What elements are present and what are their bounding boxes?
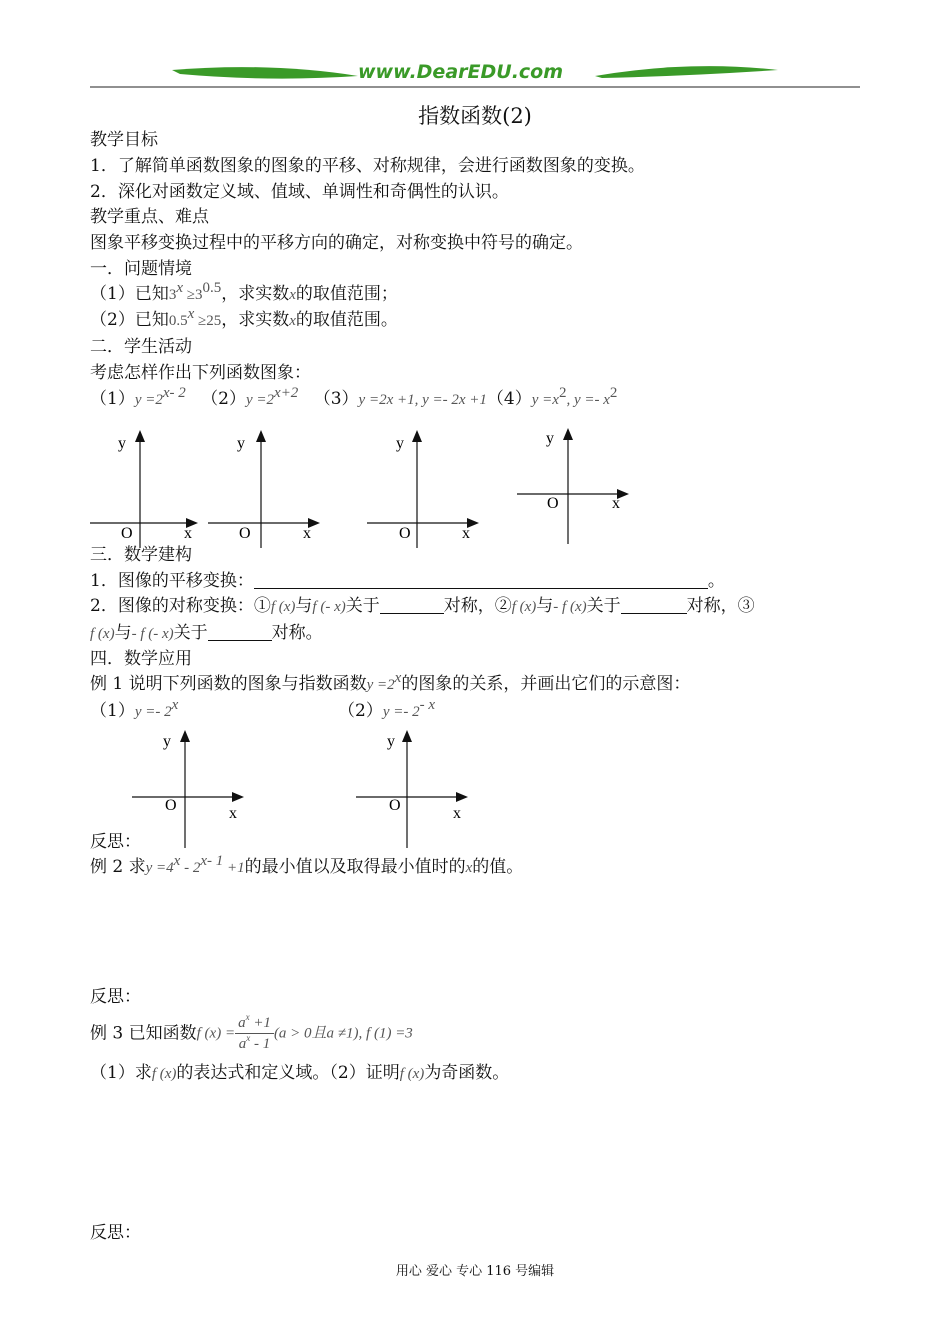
ex1-suffix: 的图象的关系，并画出它们的示意图： [401,674,691,694]
f1-expr: y =2 [134,392,163,408]
q2-suffix: ，求实数 [221,310,290,330]
translation-blank [254,572,708,589]
sym3-with: 与 [114,623,132,643]
sym3-sym: 对称。 [271,623,323,643]
sym1-fx: f (x) [270,599,296,615]
q1-var: x [289,287,296,303]
f1-label: （1） [90,389,135,409]
ex1-exp: x [394,670,402,686]
ex3-prefix: 例 3 已知函数 [90,1023,197,1044]
y-axis-arrow [563,428,573,440]
sym1-sym: 对称， [443,596,495,616]
ex3-den-base: a [238,1036,247,1052]
symmetry-item-line2 [90,622,323,645]
ex3-den-exp: x [246,1033,251,1043]
ex3-q-end: 为奇函数。 [424,1063,510,1083]
y-axis-label: y [396,435,404,452]
axes-graph-5 [130,728,250,850]
q1-exp2: 0.5 [202,280,222,296]
y-axis-label: y [163,733,171,750]
ex1-p1-label: （1） [90,701,135,721]
ex1-func: y =2 [366,677,395,693]
origin-label: O [389,797,401,814]
ex1-p1-exp: x [171,697,179,713]
sym2-sym: 对称， [686,596,738,616]
section1-heading: 一．问题情境 [90,259,192,279]
function-list [90,385,618,411]
x-axis-label: x [612,495,620,512]
sym1-f-negx: f (- x) [312,599,346,615]
ex3-q-fx2: f (x) [399,1066,425,1082]
reflection-1: 反思： [90,832,141,852]
x-axis-label: x [184,525,192,542]
f2-expr: y =2 [246,392,275,408]
y-axis-arrow [180,730,190,742]
f1-exp: x- 2 [162,385,186,401]
example3-question [90,1062,509,1085]
y-axis-label: y [118,435,126,452]
ex3-q-prefix: （1）求 [90,1063,152,1083]
ex1-p2-expr: y =- 2 [382,704,420,720]
q2-end: 的取值范围。 [295,310,398,330]
section4-heading: 四．数学应用 [90,649,192,669]
axes-graph-2 [206,428,324,548]
example2-text [90,853,524,879]
ex3-num-tail: +1 [249,1015,271,1031]
sym2-with: 与 [536,596,554,616]
keypoints-heading: 教学重点、难点 [90,207,209,227]
sym3-blank [208,624,272,641]
site-logo-text: www.DearEDU.com [358,61,564,83]
translation-item [90,570,725,592]
x-axis-arrow [232,792,244,802]
q2-op: ≥25 [194,313,222,329]
x-axis-label: x [303,525,311,542]
sym2-neg-fx: - f (x) [553,599,587,615]
sym2-marker: ② [494,596,512,616]
ex2-func-a-exp: x [173,853,181,869]
example3-text [90,1013,413,1063]
sym2-blank [621,597,687,614]
example1-part1 [90,697,179,723]
q1-suffix: ，求实数 [221,284,290,304]
f4a-expr: y =x [531,392,559,408]
q2-base: 0.5 [168,313,188,329]
q1-op: ≥3 [183,287,203,303]
sym3-marker: ③ [737,596,755,616]
y-axis-label: y [546,430,554,447]
ex3-fraction [235,1013,274,1054]
page-footer: 用心 爱心 专心 116 号编辑 [395,1264,555,1279]
page-title: 指数函数(2) [418,104,532,128]
section3-heading: 三．数学建构 [90,545,192,565]
q2-prefix: （2）已知 [90,310,169,330]
axes-graph-1 [88,428,200,548]
ex1-p2-label: （2） [338,701,383,721]
ex3-num-base: a [238,1015,246,1031]
ex3-q-fx1: f (x) [151,1066,177,1082]
symmetry-label: 2．图像的对称变换：① [90,596,271,616]
x-axis-label: x [462,525,470,542]
f4b-exp: 2 [609,385,618,401]
ex1-p2-exp: - x [419,697,436,713]
y-axis-label: y [237,435,245,452]
ex3-condition: (a > 0且a ≠1), f (1) =3 [273,1025,413,1042]
f2-label: （2） [201,389,246,409]
sym1-blank [380,597,444,614]
sym1-with: 与 [295,596,313,616]
q1-prefix: （1）已知 [90,284,169,304]
sym3-about: 关于 [173,623,208,643]
ex3-num-exp: x [245,1012,250,1022]
question-2 [90,306,398,332]
keypoints-text: 图象平移变换过程中的平移方向的确定，对称变换中符号的确定。 [90,233,583,253]
goals-heading: 教学目标 [90,130,158,150]
ex1-p1-expr: y =- 2 [134,704,172,720]
x-axis-label: x [229,805,237,822]
reflection-2: 反思： [90,987,141,1007]
origin-label: O [165,797,177,814]
ex3-q-mid: 的表达式和定义域。（2）证明 [176,1063,400,1083]
f4b-expr: , y =- x [566,392,610,408]
q2-var: x [289,313,296,329]
ex2-end: 的值。 [472,857,524,877]
sym2-about: 关于 [586,596,621,616]
section2-intro: 考虑怎样作出下列函数图象： [90,363,311,383]
right-swoosh-shape [595,66,778,78]
q1-exp: x [176,280,183,296]
f2-exp: x+2 [274,385,299,401]
x-axis-label: x [453,805,461,822]
goal-item-1: 1．了解简单函数图象的图象的平移、对称规律，会进行函数图象的变换。 [90,156,645,176]
q1-base: 3 [168,287,177,303]
symmetry-item-line1 [90,595,755,618]
ex3-den-tail: - 1 [250,1036,271,1052]
header-banner [90,58,860,90]
sym3-fx: f (x) [90,626,115,642]
origin-label: O [239,525,251,542]
sym3-neg-f-negx: - f (- x) [131,626,174,642]
origin-label: O [399,525,411,542]
axes-graph-6 [354,728,474,850]
sym1-about: 关于 [345,596,380,616]
origin-label: O [121,525,133,542]
reflection-3: 反思： [90,1223,141,1243]
section2-heading: 二．学生活动 [90,337,192,357]
y-axis-arrow [412,430,422,442]
ex2-prefix: 例 2 求 [90,857,146,877]
f3-expr: y =2x +1, y =- 2x +1 [358,392,487,408]
example1-part2 [338,697,436,723]
ex2-func-a: y =4 [145,860,174,876]
q1-end: 的取值范围； [295,284,398,304]
example1-text [90,670,691,696]
left-swoosh-shape [172,67,358,78]
y-axis-arrow [135,430,145,442]
question-1 [90,280,398,306]
ex2-func-b: - 2 [180,860,201,876]
ex2-func-b-exp: x- 1 [200,853,224,869]
q2-exp: x [187,306,195,322]
x-axis-arrow [456,792,468,802]
f4a-exp: 2 [558,385,567,401]
goal-item-2: 2．深化对函数定义域、值域、单调性和奇偶性的认识。 [90,182,509,202]
ex3-fx: f (x) = [196,1025,236,1042]
f4-label: （4） [486,389,532,409]
y-axis-arrow [256,430,266,442]
ex2-var: x [465,860,473,876]
f3-label: （3） [313,389,359,409]
axes-graph-3 [365,428,483,548]
y-axis-label: y [387,733,395,750]
sym2-fx: f (x) [511,599,537,615]
ex1-prefix: 例 1 说明下列函数的图象与指数函数 [90,674,367,694]
translation-end: 。 [707,571,725,591]
origin-label: O [547,495,559,512]
axes-graph-4 [515,426,633,546]
ex2-suffix: 的最小值以及取得最小值时的 [244,857,466,877]
ex2-func-c: +1 [223,860,245,876]
y-axis-arrow [402,730,412,742]
translation-label: 1．图像的平移变换： [90,571,254,591]
